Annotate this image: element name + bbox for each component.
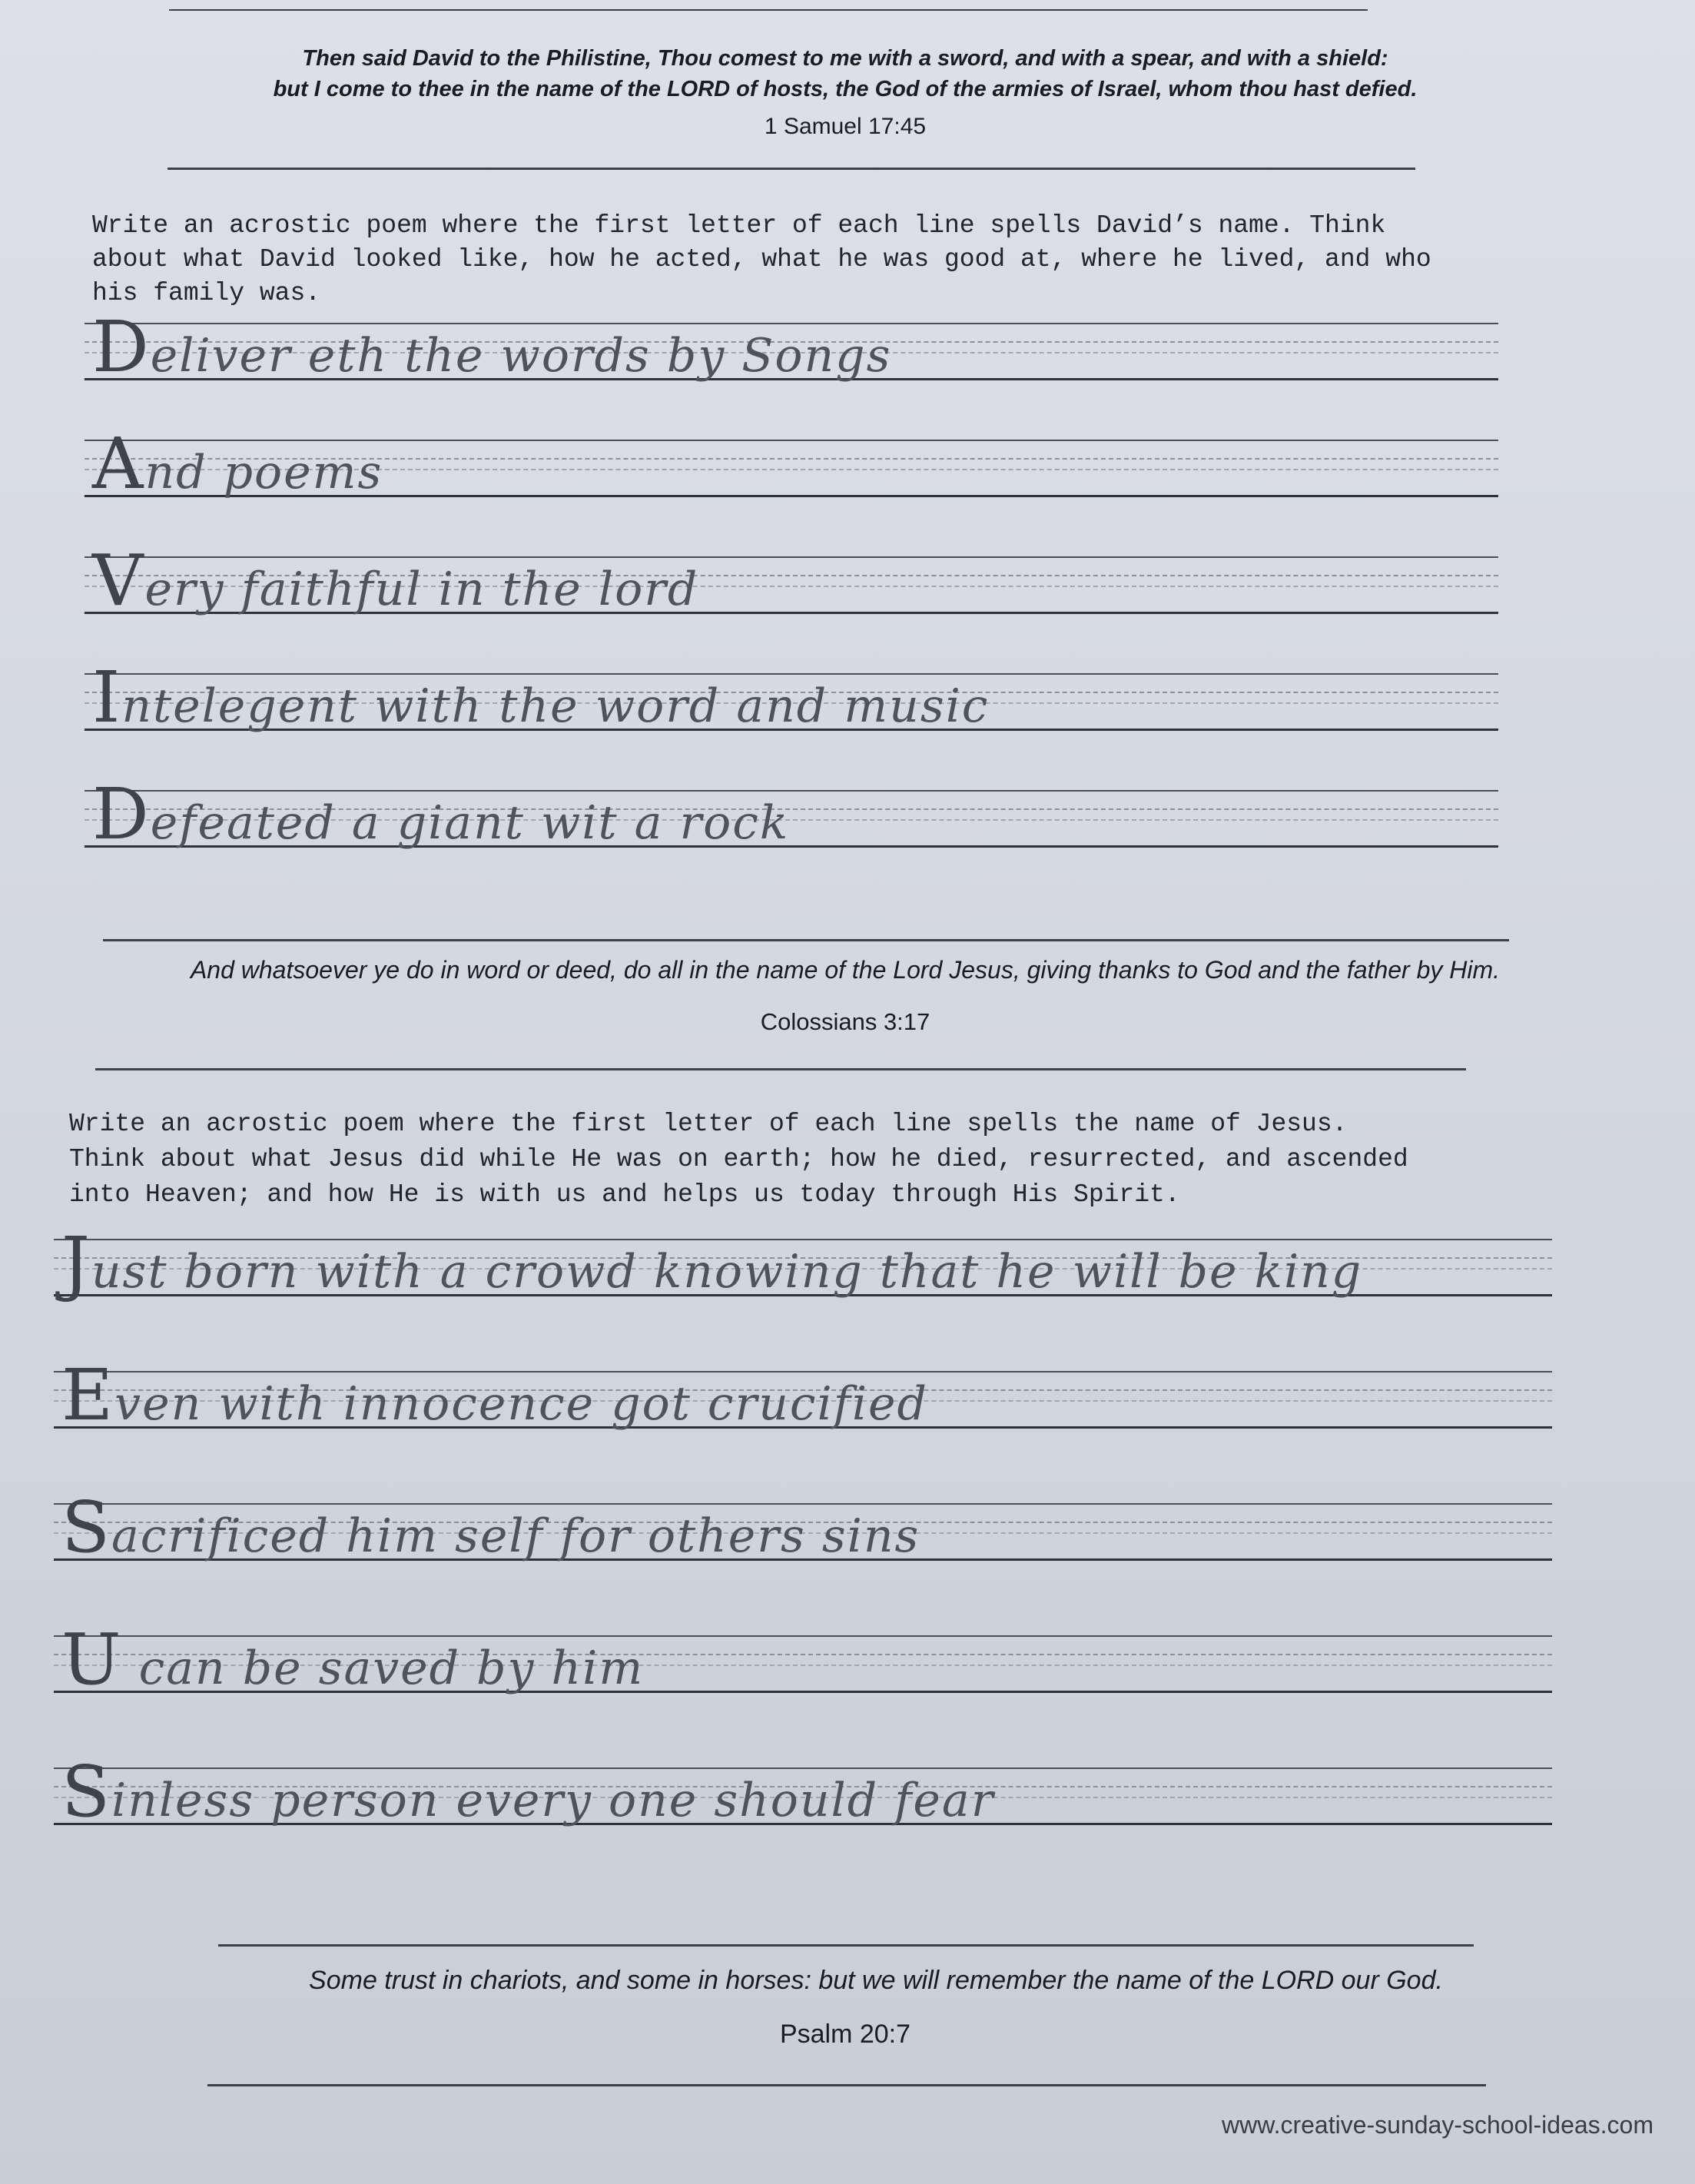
jesus-poem-text-2: ven with innocence got crucified	[114, 1377, 928, 1431]
verse-1-line-1: Then said David to the Philistine, Thou comest to me with a sword, and with a spear, and with a shield:	[302, 46, 1388, 71]
jesus-poem-text-4: can be saved by him	[122, 1641, 645, 1695]
jesus-instructions: Write an acrostic poem where the first letter of each line spells the name of Jesus. Think about what Jesus did while He was on earth; how he died, resurrected, and ascended into Heaven; and how He is with us and helps us today through His Spirit.	[69, 1110, 1408, 1209]
david-poem-initial-4: I	[92, 656, 122, 739]
verse-2-line-1: And whatsoever ye do in word or deed, do all in the name of the Lord Jesus, giving thanks to God and the father by Him.	[190, 956, 1501, 984]
jesus-poem-line-1	[61, 1222, 1362, 1304]
website-url: www.creative-sunday-school-ideas.com	[1222, 2111, 1654, 2139]
jesus-poem-initial-2: E	[61, 1354, 115, 1436]
verse-1	[92, 43, 1598, 105]
verse-3-line-1: Some trust in chariots, and some in horses: but we will remember the name of the LORD our God.	[309, 1966, 1443, 1995]
david-poem-text-4: ntelegent with the word and music	[121, 679, 990, 733]
verse-2-top-rule	[103, 939, 1509, 941]
verse-2-reference: Colossians 3:17	[760, 1008, 930, 1035]
david-poem-text-3: ery faithful in the lord	[144, 563, 699, 616]
david-poem-initial-5: D	[92, 773, 151, 855]
jesus-poem-line-4	[61, 1618, 644, 1701]
david-poem-text-5: efeated a giant wit a rock	[150, 796, 790, 850]
david-poem-text-1: eliver eth the words by Songs	[150, 329, 892, 383]
verse-1-rule	[168, 168, 1415, 170]
david-poem-line-4	[92, 656, 989, 739]
jesus-poem-initial-1: J	[61, 1222, 91, 1304]
verse-1-reference: 1 Samuel 17:45	[764, 114, 927, 139]
verse-3-reference: Psalm 20:7	[779, 2020, 911, 2049]
david-poem-line-3	[92, 539, 698, 622]
verse-2-rule	[95, 1068, 1466, 1070]
david-instructions: Write an acrostic poem where the first letter of each line spells David’s name. Think about what David looked like, how he acted, what he was good at, where he lived, and who his family was.	[92, 211, 1431, 307]
verse-2	[61, 953, 1629, 987]
verse-3-rule	[207, 2084, 1486, 2086]
jesus-poem-initial-5: S	[61, 1751, 112, 1833]
david-poem-line-1	[92, 306, 891, 388]
jesus-poem-line-2	[61, 1354, 928, 1436]
jesus-poem-initial-4: U	[61, 1618, 123, 1701]
david-poem-line-5	[92, 773, 789, 855]
jesus-poem-text-5: inless person every one should fear	[111, 1774, 995, 1827]
jesus-poem-line-3	[61, 1486, 920, 1568]
david-poem-line-2	[92, 423, 383, 505]
top-rule	[169, 9, 1368, 11]
verse-3	[123, 1963, 1629, 1998]
david-poem-initial-3: V	[92, 539, 145, 622]
jesus-poem-initial-3: S	[61, 1486, 112, 1568]
david-poem-initial-2: A	[92, 423, 145, 505]
david-poem-text-2: nd poems	[144, 446, 383, 500]
verse-3-top-rule	[218, 1944, 1474, 1947]
jesus-poem-text-3: acrificed him self for others sins	[111, 1509, 920, 1563]
jesus-poem-line-5	[61, 1751, 994, 1833]
david-poem-initial-1: D	[92, 306, 151, 388]
jesus-poem-text-1: ust born with a crowd knowing that he will be king	[91, 1245, 1363, 1299]
verse-1-line-2: but I come to thee in the name of the LORD of hosts, the God of the armies of Israel, whom thou hast defied.	[273, 77, 1418, 101]
